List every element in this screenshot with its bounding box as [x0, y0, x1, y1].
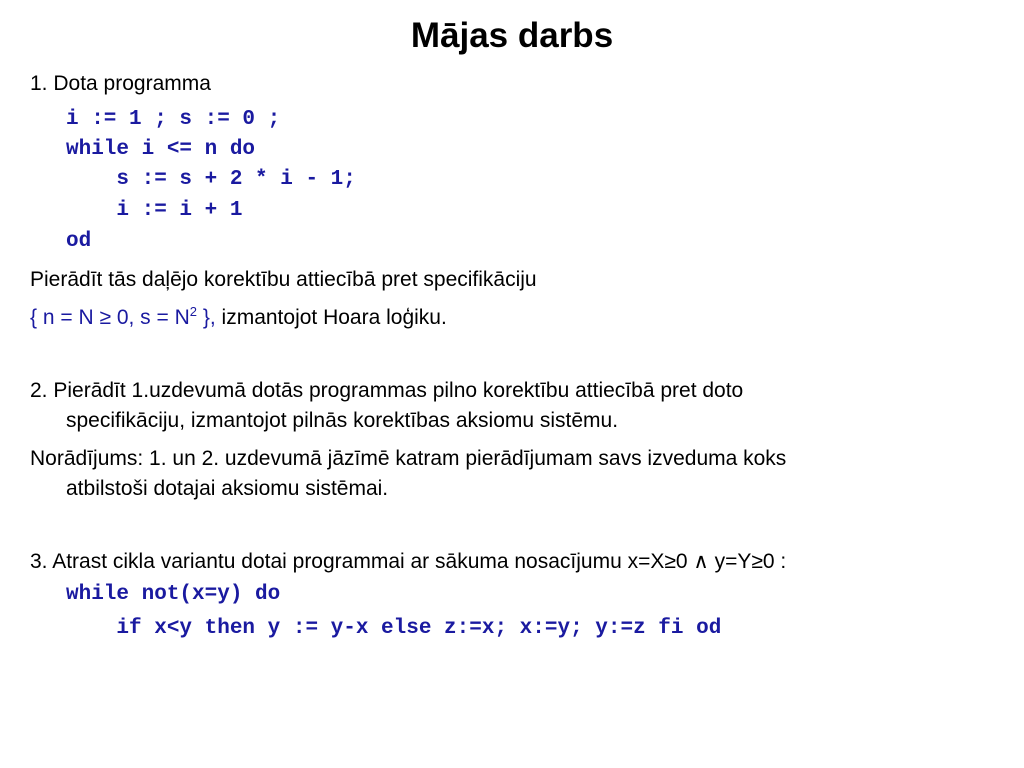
task1-code-line-1: i := 1 ; s := 0 ; [66, 108, 281, 131]
task2-line-1: 2. Pierādīt 1.uzdevumā dotās programmas pilno korektību attiecībā pret doto [30, 379, 744, 402]
task1-code-line-5: od [66, 230, 92, 253]
spec-superscript: 2 [189, 304, 198, 319]
task1-code-line-3: s := s + 2 * i - 1; [66, 168, 356, 191]
task3-text: 3. Atrast cikla variantu dotai programmai ar sākuma nosacījumu x=X≥0 ∧ y=Y≥0 : [30, 550, 787, 573]
task2-hint-2: atbilstoši dotajai aksiomu sistēmai. [66, 477, 389, 500]
task1-code-line-4: i := i + 1 [66, 199, 243, 222]
task1-prove-text: Pierādīt tās daļējo korektību attiecībā pret specifikāciju [30, 268, 537, 291]
task1-code-line-2: while i <= n do [66, 138, 256, 161]
task1-specification [30, 305, 447, 331]
spec-tail: izmantojot Hoara loģiku. [215, 306, 447, 329]
task3-code-line-2: if x<y then y := y-x else z:=x; x:=y; y:=z fi od [66, 617, 722, 640]
spec-precondition: { n = N ≥ 0, s = N [30, 306, 190, 329]
task2-line-2: specifikāciju, izmantojot pilnās korektības aksiomu sistēmu. [66, 409, 619, 432]
task3-code-line-1: while not(x=y) do [66, 583, 281, 606]
task2-hint-1: Norādījums: 1. un 2. uzdevumā jāzīmē katram pierādījumam savs izveduma koks [30, 447, 787, 470]
spec-close: }, [197, 306, 216, 329]
slide-title: Mājas darbs [410, 16, 614, 55]
task1-heading: 1. Dota programma [30, 72, 211, 95]
